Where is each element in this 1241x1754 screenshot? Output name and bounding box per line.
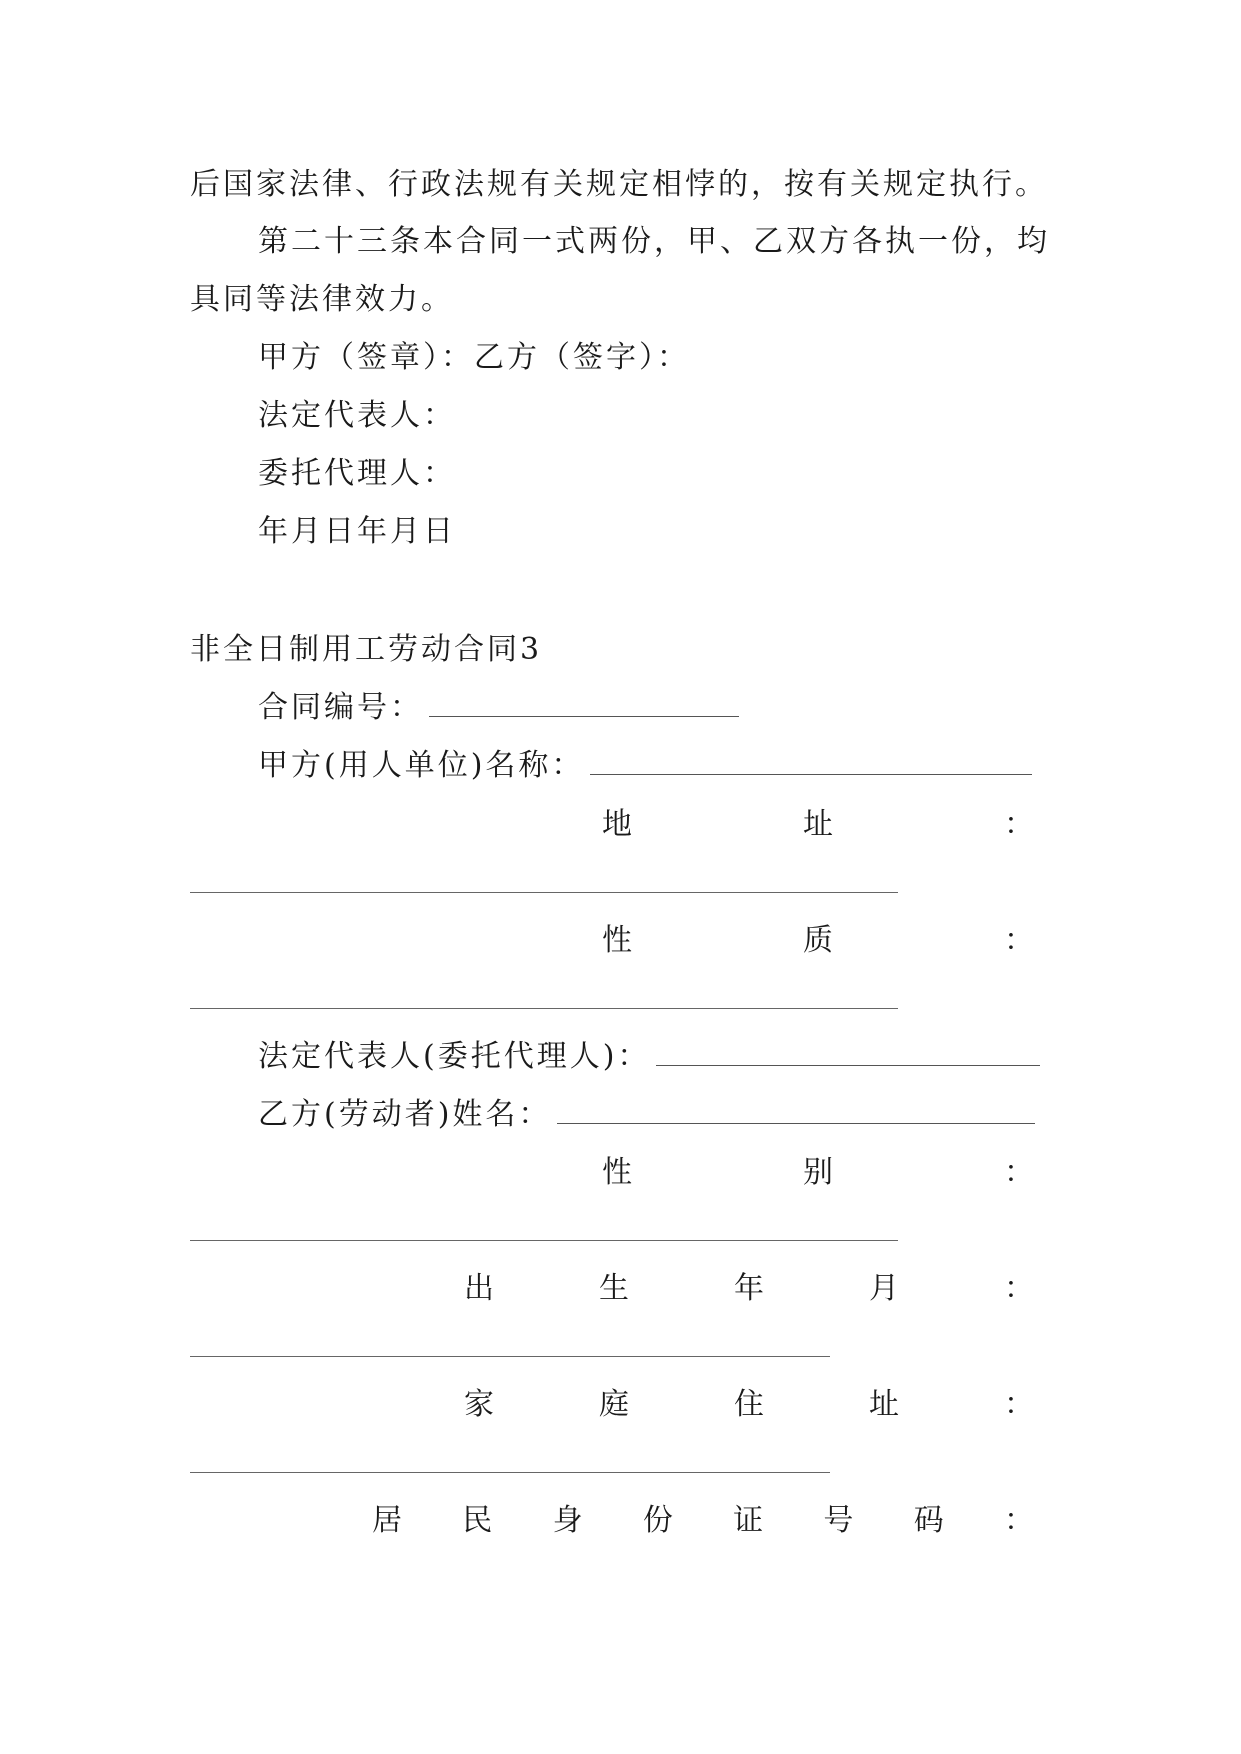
signature-parties-line: 甲方（签章）：乙方（签字）： (258, 340, 690, 375)
home-address-blank[interactable] (190, 1472, 830, 1473)
id-number-label (372, 1501, 1034, 1541)
authorized-agent-line: 委托代理人： (258, 456, 456, 491)
party-b-name-label: 乙方(劳动者)姓名： (258, 1097, 552, 1132)
nature-blank[interactable] (190, 1008, 898, 1009)
home-address-label (464, 1385, 1034, 1425)
party-a-name-blank[interactable] (590, 746, 1032, 775)
id-number-char: 证 (733, 1503, 764, 1538)
id-number-char: 号 (823, 1503, 854, 1538)
contract-number-row (258, 688, 739, 728)
birth-char: 出 (464, 1271, 494, 1306)
nature-label (602, 921, 1034, 961)
gender-colon: ： (1004, 1155, 1034, 1190)
legal-rep-label: 法定代表人(委托代理人)： (258, 1039, 651, 1074)
legal-rep-blank[interactable] (656, 1037, 1040, 1066)
address-char: 址 (803, 807, 833, 842)
id-number-colon: ： (1003, 1503, 1034, 1538)
id-number-char: 居 (372, 1503, 402, 1538)
gender-label (602, 1153, 1034, 1193)
gender-char: 性 (602, 1155, 632, 1190)
party-b-name-blank[interactable] (557, 1095, 1035, 1124)
gender-char: 别 (803, 1155, 833, 1190)
nature-char: 性 (602, 923, 632, 958)
paragraph-line-2: 第二十三条本合同一式两份，甲、乙双方各执一份，均 (258, 224, 1050, 259)
birth-blank[interactable] (190, 1356, 830, 1357)
date-line: 年月日年月日 (258, 514, 456, 549)
home-address-char: 址 (869, 1387, 899, 1422)
address-colon: ： (1004, 807, 1034, 842)
address-blank[interactable] (190, 892, 898, 893)
legal-rep-row (258, 1037, 1040, 1077)
paragraph-line-1: 后国家法律、行政法规有关规定相悖的，按有关规定执行。 (190, 167, 1048, 202)
nature-char: 质 (803, 923, 833, 958)
gender-blank[interactable] (190, 1240, 898, 1241)
party-b-name-row (258, 1095, 1035, 1135)
home-address-char: 家 (464, 1387, 494, 1422)
nature-colon: ： (1004, 923, 1034, 958)
id-number-char: 份 (642, 1503, 673, 1538)
address-label (602, 805, 1034, 845)
home-address-char: 庭 (599, 1387, 629, 1422)
contract-title: 非全日制用工劳动合同3 (190, 632, 543, 667)
birth-char: 生 (599, 1271, 629, 1306)
address-char: 地 (602, 807, 632, 842)
id-number-char: 民 (462, 1503, 493, 1538)
legal-representative-line: 法定代表人： (258, 398, 456, 433)
id-number-char: 码 (913, 1503, 944, 1538)
home-address-colon: ： (1004, 1387, 1034, 1422)
contract-number-label: 合同编号： (258, 690, 423, 725)
birth-char: 年 (734, 1271, 764, 1306)
party-a-name-row (258, 746, 1032, 786)
party-a-name-label: 甲方(用人单位)名称： (258, 748, 585, 783)
birth-colon: ： (1004, 1271, 1034, 1306)
birth-label (464, 1269, 1034, 1309)
contract-number-blank[interactable] (429, 688, 739, 717)
id-number-char: 身 (552, 1503, 583, 1538)
paragraph-line-3: 具同等法律效力。 (190, 282, 454, 317)
birth-char: 月 (869, 1271, 899, 1306)
home-address-char: 住 (734, 1387, 764, 1422)
